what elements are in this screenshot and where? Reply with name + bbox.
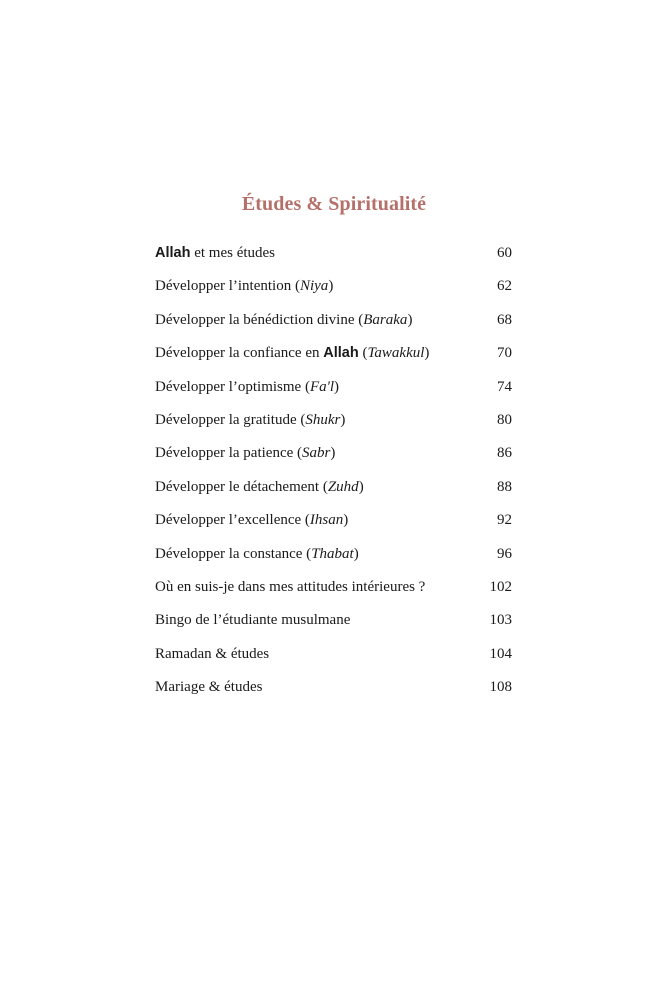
toc-entry[interactable]: [155, 410, 512, 443]
toc-entry-label: Développer l’excellence (Ihsan): [155, 512, 349, 529]
toc-entry[interactable]: [155, 577, 512, 610]
toc-entry-page: 86: [497, 445, 512, 462]
section-title: Études & Spiritualité: [241, 193, 427, 215]
toc-entry[interactable]: [155, 377, 512, 410]
toc-entry-page: 103: [489, 612, 512, 629]
toc-entry[interactable]: [155, 343, 512, 376]
toc-entry-label: Bingo de l’étudiante musulmane: [155, 612, 351, 629]
toc-entry[interactable]: [155, 243, 512, 276]
toc-entry[interactable]: [155, 544, 512, 577]
toc-entry[interactable]: [155, 677, 512, 710]
toc-entry-label: Développer l’optimisme (Fa'l): [155, 378, 340, 395]
toc-entry[interactable]: [155, 443, 512, 476]
toc-entry-page: 108: [489, 679, 512, 696]
toc-entry[interactable]: [155, 276, 512, 309]
toc-entry-page: 88: [497, 478, 512, 495]
table-of-contents: [155, 243, 512, 710]
toc-entry-page: 80: [497, 411, 512, 428]
toc-entry-label: Développer la confiance en Allah (Tawakkul): [155, 345, 430, 362]
toc-entry-label: Développer le détachement (Zuhd): [155, 478, 364, 495]
toc-entry-page: 62: [497, 278, 512, 295]
toc-entry-label: Ramadan & études: [155, 645, 270, 662]
toc-entry[interactable]: [155, 477, 512, 510]
toc-entry[interactable]: [155, 310, 512, 343]
toc-entry-label: Développer la gratitude (Shukr): [155, 411, 346, 428]
toc-entry-page: 68: [497, 311, 512, 328]
toc-entry-page: 70: [497, 345, 512, 362]
toc-entry-page: 74: [497, 378, 512, 395]
toc-entry-label: Développer la bénédiction divine (Baraka): [155, 311, 413, 328]
toc-entry-label: Mariage & études: [155, 679, 263, 696]
toc-entry-label: Développer la patience (Sabr): [155, 445, 336, 462]
toc-entry-page: 102: [489, 578, 512, 595]
toc-entry-label: Développer la constance (Thabat): [155, 545, 359, 562]
toc-entry-label: Développer l’intention (Niya): [155, 278, 334, 295]
toc-entry-page: 96: [497, 545, 512, 562]
toc-entry[interactable]: [155, 510, 512, 543]
toc-entry[interactable]: [155, 610, 512, 643]
toc-entry[interactable]: [155, 644, 512, 677]
toc-entry-label: Où en suis-je dans mes attitudes intérieures ?: [155, 578, 426, 595]
toc-entry-page: 104: [489, 645, 512, 662]
toc-entry-page: 92: [497, 512, 512, 529]
toc-entry-label: Allah et mes études: [155, 245, 276, 261]
toc-entry-page: 60: [497, 245, 512, 261]
